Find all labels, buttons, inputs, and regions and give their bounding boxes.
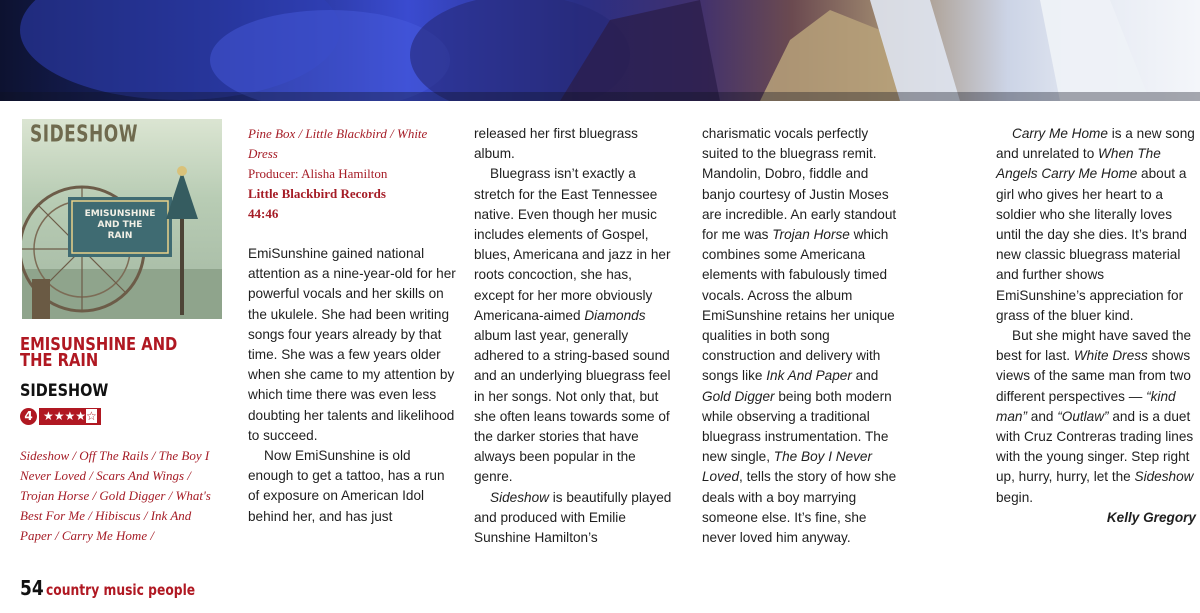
tracklist-continued: Pine Box / Little Blackbird / White Dress [248,126,428,161]
record-label: Little Blackbird Records [248,186,386,201]
magazine-name: country music people [45,581,195,599]
rating-badge: 4 [20,408,37,425]
rating [20,408,101,425]
header-photo [0,0,1200,101]
credits [248,124,458,224]
tracklist: Sideshow / Off The Rails / The Boy I Never Loved / Scars And Wings / Trojan Horse / Gold Digger / What's Best For Me / Hibiscus / Ink And Paper / Carry Me Home / [20,448,211,543]
artist-name: EMISUNSHINE AND THE RAIN [20,334,178,371]
producer: Producer: Alisha Hamilton [248,166,388,181]
page-number: 54 [20,576,44,600]
article-column-2: released her first bluegrass album. Bluegrass isn’t exactly a stretch for the East Tennessee native. Even though her music includes elements of Gospel, blues, Americana and jazz in her roots concoction, she has, except for her more obviously Americana-aimed Diamonds album last year, generally adhered to a string-based sound and an underlying bluegrass feel in her songs. Not only that, but she often leans towards some of the darker stories that have always been popular in the genre. Sideshow is beautifully played and produced with Emilie Sunshine Hamilton’s [474,126,672,546]
album-title: SIDESHOW [20,381,109,401]
page-footer [20,576,228,600]
star-filled-icon: ★★★★ [43,409,87,423]
album-cover [22,119,222,319]
runtime: 44:46 [248,206,279,221]
article-column-3: charismatic vocals perfectly suited to the bluegrass remit. Mandolin, Dobro, fiddle and banjo courtesy of Justin Moses are incredible. An early standout for me was Trojan Horse which combines some Americana elements with fabulously timed vocals. Across the album EmiSunshine retains her unique qualities in both song construction and delivery with songs like Ink And Paper and Gold Digger being both modern while observing a traditional bluegrass instrumentation. The new single, The Boy I Never Loved, tells the story of how she deals with a boy marrying someone else. It’s fine, she never loved him anyway. [702,126,897,546]
cover-title: SIDESHOW [30,121,138,148]
rating-stars [39,408,101,425]
star-empty-icon: ☆ [86,409,97,423]
article-column-1: EmiSunshine gained national attention as a nine-year-old for her powerful vocals and her skills on the ukulele. She had been writing songs four years already by that time. She was a few years older when she came to my attention by which time there was even less doubting her talents and likelihood to succeed. Now EmiSunshine is old enough to get a tattoo, has a run of exposure on American Idol behind her, and has just [248,246,456,524]
review-author: Kelly Gregory [1106,509,1196,525]
cover-band-name: EMISUNSHINE AND THE RAIN [84,209,156,241]
article-column-4: Carry Me Home is a new song and unrelated to When The Angels Carry Me Home about a girl who gives her heart to a soldier who she literally loves until the day she dies. It’s brand new classic bluegrass material and further shows EmiSunshine’s appreciation for grass of the bluer kind. But she might have saved the best for last. White Dress shows views of the same man from two different perspectives — “kind man” and “Outlaw” and is a duet with Cruz Contreras trading lines with the young singer. Step right up, hurry, hurry, let the Sideshow begin. Kelly Gregory [996,124,1196,528]
